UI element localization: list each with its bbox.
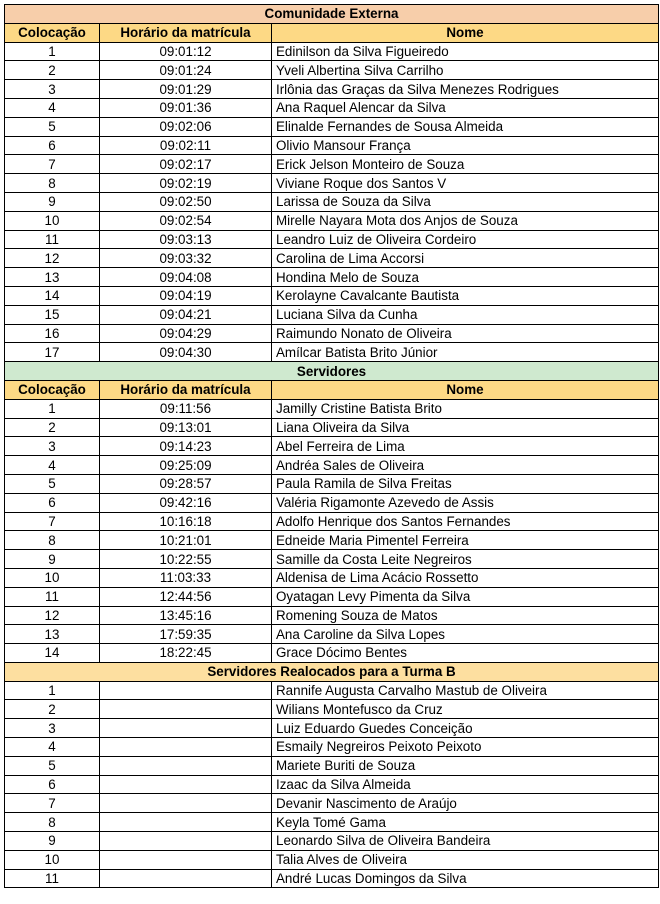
table-row [5,587,659,606]
time-cell: 09:02:50 [100,192,272,211]
time-cell: 09:03:32 [100,249,272,268]
column-header-position: Colocação [5,23,100,42]
name-cell: Luiz Eduardo Guedes Conceição [272,719,659,738]
table-row [5,644,659,663]
position-cell: 3 [5,80,100,99]
time-cell: 09:28:57 [100,474,272,493]
name-cell: Carolina de Lima Accorsi [272,249,659,268]
column-header-row [5,380,659,399]
table-row [5,61,659,80]
table-row [5,850,659,869]
position-cell: 9 [5,192,100,211]
position-cell: 11 [5,230,100,249]
time-cell [100,832,272,851]
name-cell: Jamilly Cristine Batista Brito [272,399,659,418]
position-cell: 3 [5,719,100,738]
position-cell: 11 [5,869,100,888]
time-cell: 10:22:55 [100,550,272,569]
position-cell: 3 [5,437,100,456]
name-cell: Leonardo Silva de Oliveira Bandeira [272,832,659,851]
table-row [5,474,659,493]
time-cell: 10:21:01 [100,531,272,550]
position-cell: 2 [5,61,100,80]
time-cell: 17:59:35 [100,625,272,644]
time-cell: 09:13:01 [100,418,272,437]
name-cell: Irlônia das Graças da Silva Menezes Rodrigues [272,80,659,99]
table-row [5,700,659,719]
time-cell: 18:22:45 [100,644,272,663]
time-cell [100,850,272,869]
table-row [5,174,659,193]
position-cell: 5 [5,756,100,775]
table-row [5,192,659,211]
name-cell: Keyla Tomé Gama [272,813,659,832]
name-cell: Kerolayne Cavalcante Bautista [272,286,659,305]
name-cell: Ana Caroline da Silva Lopes [272,625,659,644]
time-cell: 13:45:16 [100,606,272,625]
table-row [5,550,659,569]
name-cell: Grace Dócimo Bentes [272,644,659,663]
time-cell: 09:01:29 [100,80,272,99]
position-cell: 13 [5,625,100,644]
name-cell: Paula Ramila de Silva Freitas [272,474,659,493]
name-cell: Olivio Mansour França [272,136,659,155]
table-row [5,230,659,249]
position-cell: 12 [5,606,100,625]
time-cell: 09:14:23 [100,437,272,456]
table-row [5,268,659,287]
enrollment-table [4,4,659,888]
position-cell: 9 [5,832,100,851]
position-cell: 7 [5,512,100,531]
name-cell: Luciana Silva da Cunha [272,305,659,324]
time-cell: 09:01:12 [100,42,272,61]
table-row [5,794,659,813]
time-cell [100,869,272,888]
table-row [5,869,659,888]
time-cell: 09:11:56 [100,399,272,418]
table-row [5,42,659,61]
time-cell [100,681,272,700]
table-row [5,606,659,625]
position-cell: 11 [5,587,100,606]
position-cell: 14 [5,644,100,663]
name-cell: Samille da Costa Leite Negreiros [272,550,659,569]
name-cell: André Lucas Domingos da Silva [272,869,659,888]
position-cell: 2 [5,700,100,719]
name-cell: Yveli Albertina Silva Carrilho [272,61,659,80]
name-cell: Izaac da Silva Almeida [272,775,659,794]
table-row [5,249,659,268]
table-row [5,512,659,531]
section-title-row [5,662,659,681]
name-cell: Viviane Roque dos Santos V [272,174,659,193]
column-header-time: Horário da matrícula [100,23,272,42]
name-cell: Edinilson da Silva Figueiredo [272,42,659,61]
time-cell: 12:44:56 [100,587,272,606]
name-cell: Elinalde Fernandes de Sousa Almeida [272,117,659,136]
name-cell: Romening Souza de Matos [272,606,659,625]
time-cell: 09:25:09 [100,456,272,475]
position-cell: 4 [5,738,100,757]
position-cell: 1 [5,399,100,418]
time-cell: 09:04:19 [100,286,272,305]
time-cell: 09:02:11 [100,136,272,155]
table-row [5,117,659,136]
table-row [5,98,659,117]
table-row [5,681,659,700]
name-cell: Mirelle Nayara Mota dos Anjos de Souza [272,211,659,230]
position-cell: 13 [5,268,100,287]
table-row [5,625,659,644]
name-cell: Wilians Montefusco da Cruz [272,700,659,719]
position-cell: 14 [5,286,100,305]
table-row [5,80,659,99]
time-cell: 09:42:16 [100,493,272,512]
name-cell: Raimundo Nonato de Oliveira [272,324,659,343]
position-cell: 6 [5,136,100,155]
time-cell: 09:04:29 [100,324,272,343]
position-cell: 9 [5,550,100,569]
position-cell: 8 [5,813,100,832]
name-cell: Adolfo Henrique dos Santos Fernandes [272,512,659,531]
name-cell: Ana Raquel Alencar da Silva [272,98,659,117]
column-header-position: Colocação [5,380,100,399]
table-body [5,5,659,888]
name-cell: Edneide Maria Pimentel Ferreira [272,531,659,550]
time-cell: 09:01:24 [100,61,272,80]
name-cell: Oyatagan Levy Pimenta da Silva [272,587,659,606]
time-cell [100,794,272,813]
table-row [5,456,659,475]
time-cell [100,775,272,794]
column-header-time: Horário da matrícula [100,380,272,399]
time-cell [100,738,272,757]
column-header-name: Nome [272,23,659,42]
time-cell [100,813,272,832]
name-cell: Larissa de Souza da Silva [272,192,659,211]
position-cell: 12 [5,249,100,268]
table-row [5,418,659,437]
name-cell: Hondina Melo de Souza [272,268,659,287]
table-row [5,324,659,343]
position-cell: 15 [5,305,100,324]
position-cell: 10 [5,850,100,869]
name-cell: Rannife Augusta Carvalho Mastub de Oliveira [272,681,659,700]
position-cell: 7 [5,794,100,813]
time-cell: 09:02:19 [100,174,272,193]
position-cell: 4 [5,456,100,475]
table-row [5,286,659,305]
time-cell: 09:04:21 [100,305,272,324]
position-cell: 10 [5,211,100,230]
time-cell [100,756,272,775]
position-cell: 1 [5,681,100,700]
table-row [5,155,659,174]
column-header-name: Nome [272,380,659,399]
position-cell: 8 [5,531,100,550]
name-cell: Liana Oliveira da Silva [272,418,659,437]
time-cell: 09:02:06 [100,117,272,136]
time-cell: 09:02:54 [100,211,272,230]
time-cell: 09:04:08 [100,268,272,287]
table-row [5,343,659,362]
table-row [5,813,659,832]
name-cell: Mariete Buriti de Souza [272,756,659,775]
table-row [5,832,659,851]
table-row [5,437,659,456]
name-cell: Aldenisa de Lima Acácio Rossetto [272,568,659,587]
position-cell: 4 [5,98,100,117]
position-cell: 17 [5,343,100,362]
name-cell: Esmaily Negreiros Peixoto Peixoto [272,738,659,757]
position-cell: 2 [5,418,100,437]
name-cell: Amílcar Batista Brito Júnior [272,343,659,362]
table-row [5,211,659,230]
column-header-row [5,23,659,42]
time-cell: 09:01:36 [100,98,272,117]
spreadsheet [4,4,658,888]
table-row [5,756,659,775]
name-cell: Andréa Sales de Oliveira [272,456,659,475]
time-cell: 09:03:13 [100,230,272,249]
table-row [5,738,659,757]
table-row [5,305,659,324]
position-cell: 6 [5,493,100,512]
position-cell: 5 [5,117,100,136]
position-cell: 5 [5,474,100,493]
table-row [5,136,659,155]
table-row [5,719,659,738]
position-cell: 8 [5,174,100,193]
section-title-row [5,362,659,381]
section-title: Servidores Realocados para a Turma B [5,662,659,681]
section-title-row [5,5,659,24]
name-cell: Leandro Luiz de Oliveira Cordeiro [272,230,659,249]
section-title: Comunidade Externa [5,5,659,24]
name-cell: Valéria Rigamonte Azevedo de Assis [272,493,659,512]
time-cell: 11:03:33 [100,568,272,587]
position-cell: 1 [5,42,100,61]
name-cell: Devanir Nascimento de Araújo [272,794,659,813]
table-row [5,531,659,550]
position-cell: 7 [5,155,100,174]
position-cell: 10 [5,568,100,587]
time-cell: 09:02:17 [100,155,272,174]
table-row [5,568,659,587]
time-cell [100,719,272,738]
time-cell: 10:16:18 [100,512,272,531]
time-cell: 09:04:30 [100,343,272,362]
section-title: Servidores [5,362,659,381]
name-cell: Abel Ferreira de Lima [272,437,659,456]
table-row [5,493,659,512]
table-row [5,399,659,418]
name-cell: Erick Jelson Monteiro de Souza [272,155,659,174]
name-cell: Talia Alves de Oliveira [272,850,659,869]
position-cell: 6 [5,775,100,794]
table-row [5,775,659,794]
time-cell [100,700,272,719]
position-cell: 16 [5,324,100,343]
